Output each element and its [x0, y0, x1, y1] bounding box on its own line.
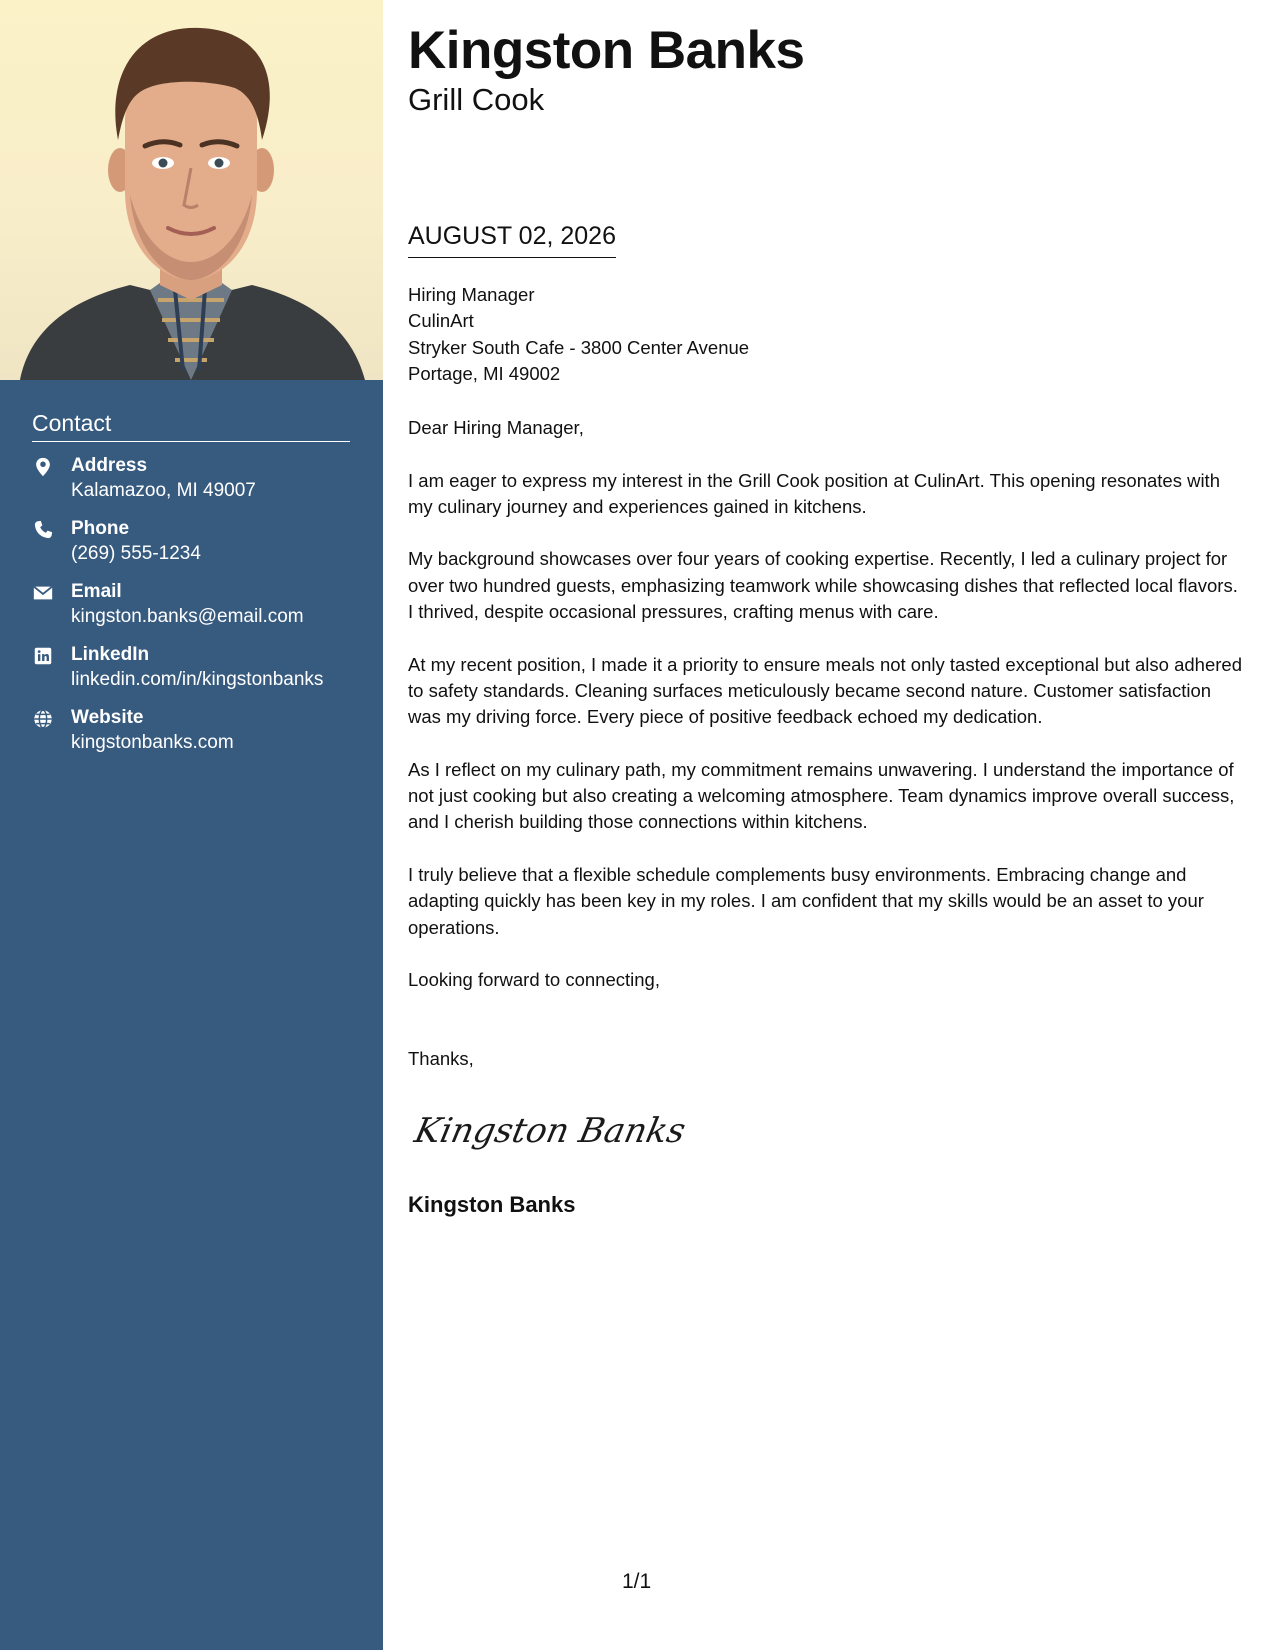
- recipient-line: CulinArt: [408, 310, 474, 332]
- contact-label: Email: [71, 581, 122, 602]
- applicant-name: Kingston Banks: [408, 21, 805, 80]
- phone-value[interactable]: (269) 555-1234: [71, 543, 201, 564]
- letter-body: [408, 415, 1246, 1020]
- globe-icon: [32, 708, 54, 730]
- body-paragraph: I truly believe that a flexible schedule complements busy environments. Embracing change and adapting quickly has been key in my roles. I am confident that my skills would be an asset to your operations.: [408, 864, 1204, 938]
- letter-date: AUGUST 02, 2026: [408, 222, 616, 258]
- contact-item-linkedin: [32, 643, 350, 706]
- signoff: Thanks,: [408, 1048, 474, 1069]
- contact-item-email: [32, 580, 350, 643]
- body-paragraph: I am eager to express my interest in the Grill Cook position at CulinArt. This opening resonates with my culinary journey and experiences gained in kitchens.: [408, 469, 1220, 517]
- contact-section: [32, 410, 350, 769]
- recipient-line: Hiring Manager: [408, 284, 535, 305]
- portrait-illustration: [0, 0, 383, 380]
- recipient-block: [408, 282, 749, 387]
- contact-item-address: [32, 454, 350, 517]
- address-value: Kalamazoo, MI 49007: [71, 480, 256, 501]
- body-paragraph: At my recent position, I made it a priority to ensure meals not only tasted exceptional but also adhered to safety standards. Cleaning surfaces meticulously became second nature. Customer satisfaction was my driving force. Every piece of positive feedback echoed my dedication.: [408, 653, 1242, 728]
- map-pin-icon: [32, 456, 54, 478]
- linkedin-icon: [32, 645, 54, 667]
- body-paragraph: My background showcases over four years of cooking expertise. Recently, I led a culinary project for over two hundred guests, emphasizing teamwork while showcasing dishes that reflected local flavors. I thrived, despite occasional pressures, crafting menus with care.: [408, 548, 1238, 623]
- recipient-line: Stryker South Cafe - 3800 Center Avenue: [408, 336, 750, 358]
- contact-label: Phone: [71, 518, 130, 539]
- email-link[interactable]: kingston.banks@email.com: [71, 606, 304, 627]
- linkedin-link[interactable]: linkedin.com/in/kingstonbanks: [71, 669, 324, 690]
- page-number: 1/1: [622, 1570, 652, 1593]
- phone-icon: [32, 519, 54, 541]
- recipient-line: Portage, MI 49002: [408, 362, 561, 384]
- website-link[interactable]: kingstonbanks.com: [71, 732, 234, 753]
- contact-label: LinkedIn: [71, 644, 150, 665]
- profile-photo: [0, 0, 383, 380]
- svg-text:Kingston Banks: Kingston Banks: [411, 1111, 689, 1151]
- email-icon: [32, 582, 54, 604]
- body-paragraph: As I reflect on my culinary path, my commitment remains unwavering. I understand the importance of not just cooking but also creating a welcoming atmosphere. Team dynamics improve overall success, and I cherish building those connections within kitchens.: [408, 758, 1235, 833]
- contact-item-phone: [32, 517, 350, 580]
- contact-label: Website: [71, 707, 144, 728]
- signer-name: Kingston Banks: [408, 1192, 576, 1217]
- greeting: Dear Hiring Manager,: [408, 417, 584, 438]
- sidebar: [0, 0, 383, 1650]
- signature: [410, 1100, 689, 1160]
- contact-item-website: [32, 706, 350, 769]
- contact-label: Address: [71, 455, 148, 476]
- contact-heading: Contact: [32, 410, 350, 442]
- closing-line: Looking forward to connecting,: [408, 969, 660, 991]
- job-title: Grill Cook: [408, 82, 545, 117]
